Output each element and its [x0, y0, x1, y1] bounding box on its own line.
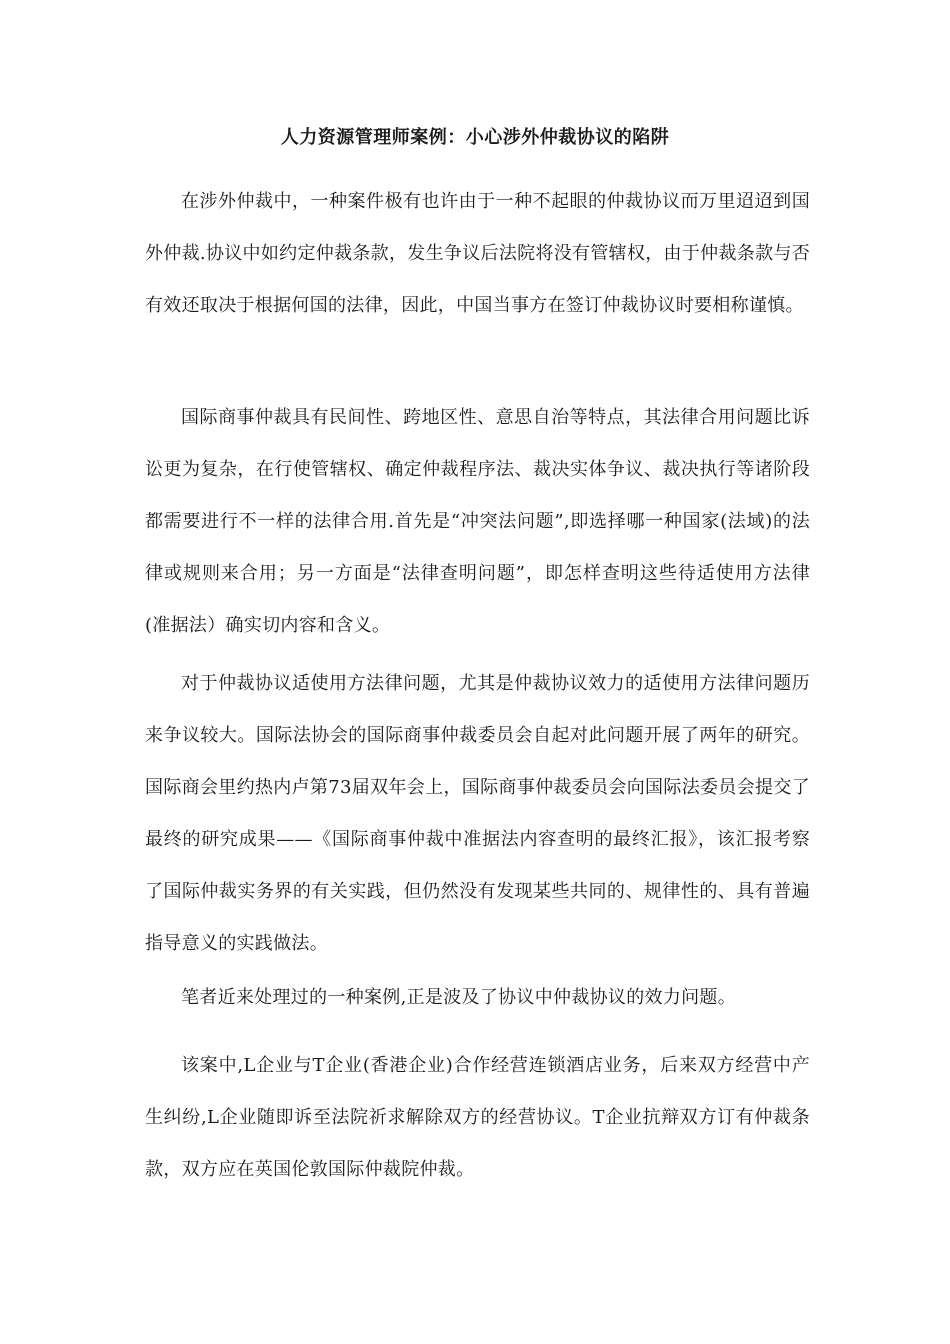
paragraph-2: 国际商事仲裁具有民间性、跨地区性、意思自治等特点，其法律合用问题比诉讼更为复杂，在行使管辖权、确定仲裁程序法、裁决实体争议、裁决执行等诸阶段都需要进行不一样的法律合用.首先是“冲突法问题”,即选择哪一种国家(法域)的法律或规则来合用；另一方面是“法律查明问题”，即怎样查明这些待适使用方法律(准据法）确实切内容和含义。 — [145, 407, 810, 636]
document-title: 人力资源管理师案例：小心涉外仲裁协议的陷阱 — [280, 127, 670, 148]
paragraph-4: 笔者近来处理过的一种案例,正是波及了协议中仲裁协议的效力问题。 — [181, 987, 737, 1008]
paragraph-5: 该案中,L企业与T企业(香港企业)合作经营连锁酒店业务，后来双方经营中产生纠纷,L企业随即诉至法院祈求解除双方的经营协议。T企业抗辩双方订有仲裁条款，双方应在英国伦敦国际仲裁院仲裁。 — [145, 1055, 810, 1180]
paragraph-1: 在涉外仲裁中，一种案件极有也许由于一种不起眼的仲裁协议而万里迢迢到国外仲裁.协议中如约定仲裁条款，发生争议后法院将没有管辖权，由于仲裁条款与否有效还取决于根据何国的法律，因此，中国当事方在签订仲裁协议时要相称谨慎。 — [145, 191, 810, 316]
paragraph-3: 对于仲裁协议适使用方法律问题，尤其是仲裁协议效力的适使用方法律问题历来争议较大。国际法协会的国际商事仲裁委员会自起对此问题开展了两年的研究。国际商会里约热内卢第73届双年会上，国际商事仲裁委员会向国际法委员会提交了最终的研究成果——《国际商事仲裁中准据法内容查明的最终汇报》，该汇报考察了国际仲裁实务界的有关实践，但仍然没有发现某些共同的、规律性的、具有普遍指导意义的实践做法。 — [145, 673, 810, 954]
